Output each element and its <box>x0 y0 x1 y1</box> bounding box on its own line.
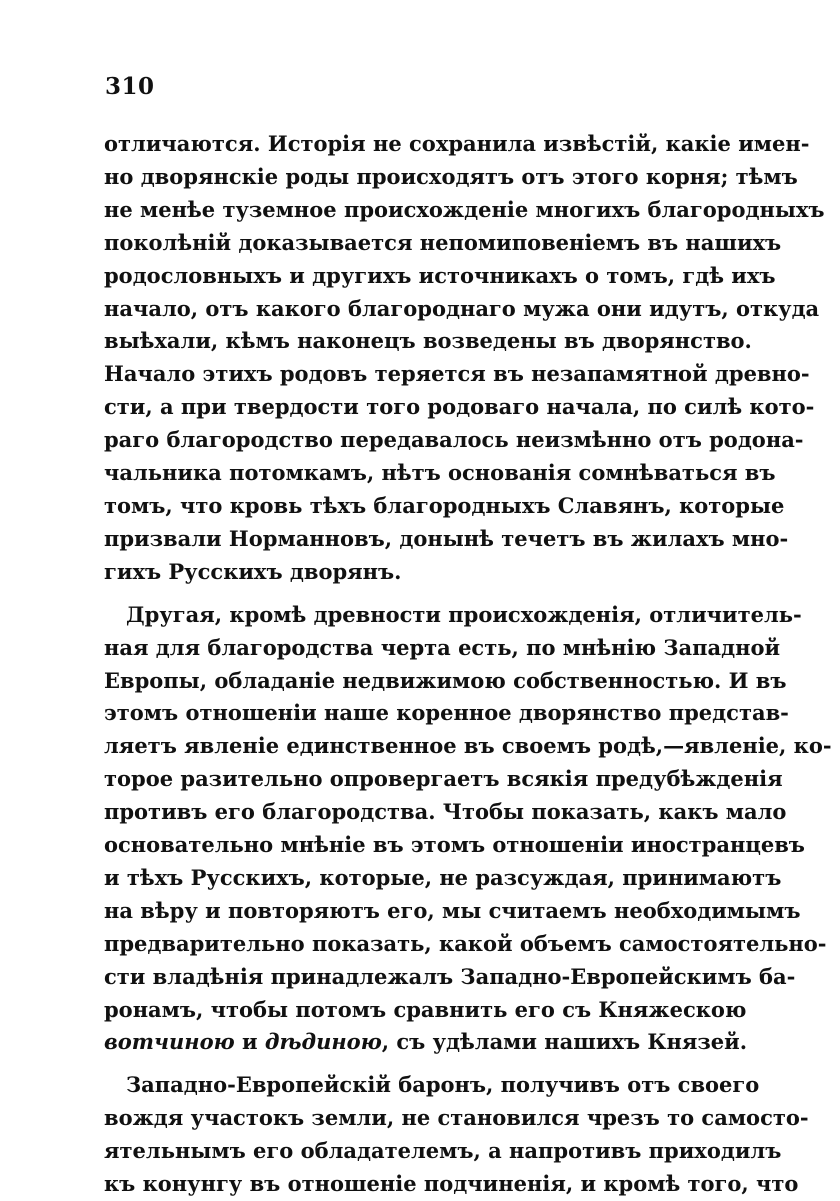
paragraph-3 <box>104 1069 809 1201</box>
text-line: ятельнымъ его обладателемъ, а напротивъ приходилъ <box>104 1138 782 1164</box>
text-line: раго благородство передавалось неизмѣнно отъ родона- <box>104 427 804 453</box>
text-line: предварительно показать, какой объемъ самостоятельно- <box>104 930 827 956</box>
paragraph-2 <box>104 599 832 1060</box>
text-line: сти, а при твердости того родоваго начала, по силѣ кото- <box>104 394 815 420</box>
text-line: отличаются. Исторія не сохранила извѣстій, какіе имен- <box>104 131 810 156</box>
text-line: вождя участокъ земли, не становился чрезъ то самосто- <box>104 1105 809 1131</box>
italic-term-dedina: дѣдиною <box>264 1029 382 1055</box>
text-line: ная для благородства черта есть, по мнѣнію Западной <box>104 634 781 660</box>
page-number: 310 <box>105 73 155 100</box>
line-remainder: , съ удѣлами нашихъ Князей. <box>381 1029 748 1055</box>
paragraph-spacer <box>104 589 709 599</box>
text-line: гихъ Русскихъ дворянъ. <box>104 558 402 584</box>
text-line: на вѣру и повторяютъ его, мы считаемъ необходимымъ <box>104 897 801 923</box>
text-line: но дворянскіе роды происходятъ отъ этого корня; тѣмъ <box>104 163 798 189</box>
text-line: не менѣе туземное происхожденіе многихъ благородныхъ <box>104 196 825 222</box>
conjunction: и <box>234 1029 265 1055</box>
text-line: чальника потомкамъ, нѣтъ основанія сомнѣваться въ <box>104 460 776 486</box>
paragraph-spacer <box>104 1059 709 1069</box>
paragraph-1 <box>104 128 825 589</box>
text-line: ляетъ явленіе единственное въ своемъ родѣ,—явленіе, ко- <box>104 733 832 759</box>
text-line: призвали Норманновъ, донынѣ течетъ въ жилахъ мно- <box>104 525 789 551</box>
text-line: торое разительно опровергаетъ всякія предубѣжденія <box>104 766 783 792</box>
text-line: противъ его благородства. Чтобы показать, какъ мало <box>104 799 787 825</box>
text-line: ронамъ, чтобы потомъ сравнить его съ Княжескою <box>104 996 747 1022</box>
text-line: Западно-Европейскій баронъ, получивъ отъ своего <box>126 1072 760 1098</box>
body-text <box>104 128 832 1201</box>
text-line: Другая, кромѣ древности происхожденія, отличитель- <box>126 601 802 627</box>
text-line-with-italics <box>104 1026 748 1059</box>
text-line: къ конунгу въ отношеніе подчиненія, и кромѣ того, что <box>104 1171 799 1197</box>
text-line: этомъ отношеніи наше коренное дворянство представ- <box>104 700 789 726</box>
text-line: Европы, обладаніе недвижимою собственностью. И въ <box>104 667 787 693</box>
text-line: томъ, что кровь тѣхъ благородныхъ Славянъ, которые <box>104 492 785 518</box>
text-line: сти владѣнія принадлежалъ Западно-Европейскимъ ба- <box>104 963 796 989</box>
text-line: выѣхали, кѣмъ наконецъ возведены въ дворянство. <box>104 328 752 354</box>
text-line: Начало этихъ родовъ теряется въ незапамятной древно- <box>104 361 810 387</box>
text-line: поколѣній доказывается непомиповеніемъ въ нашихъ <box>104 229 782 255</box>
text-line: основательно мнѣніе въ этомъ отношеніи иностранцевъ <box>104 832 805 858</box>
text-line: родословныхъ и другихъ источникахъ о томъ, гдѣ ихъ <box>104 262 776 288</box>
text-line: начало, отъ какого благороднаго мужа они идутъ, откуда <box>104 295 820 321</box>
text-line: и тѣхъ Русскихъ, которые, не разсуждая, принимаютъ <box>104 864 782 890</box>
italic-term-votchina: вотчиною <box>104 1029 235 1055</box>
